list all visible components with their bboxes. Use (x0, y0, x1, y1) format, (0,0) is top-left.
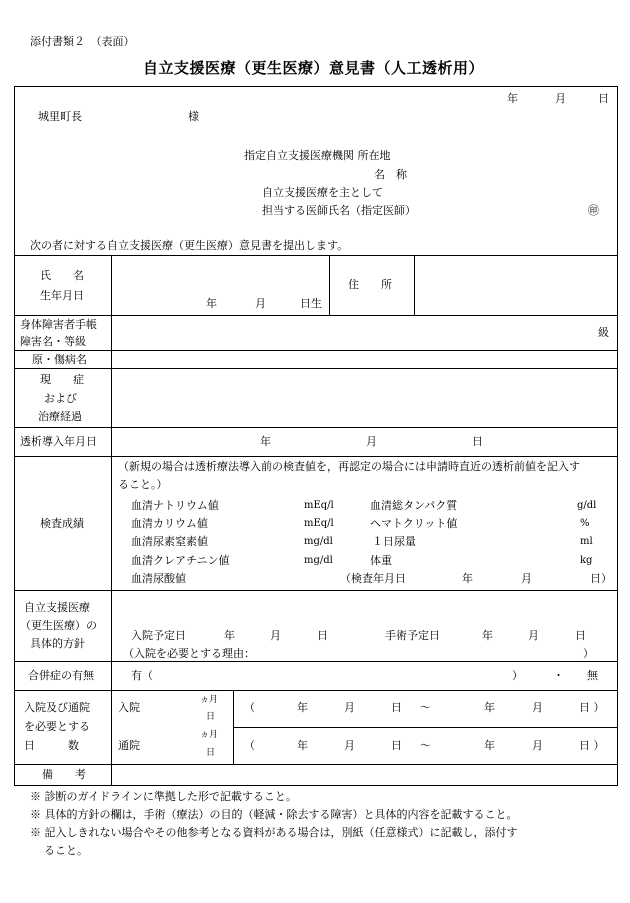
surgery-planned-label: 手術予定日 (385, 629, 440, 642)
header-day: 日 (598, 92, 609, 105)
symptom-label-line2: および (44, 392, 77, 405)
dob-suffix: 日生 (300, 297, 322, 310)
outpatient-days-unit: 日 (206, 748, 216, 758)
dob-label: 生年月日 (40, 289, 84, 302)
inpatient-tilde: ～ (420, 701, 431, 714)
exam-urine-unit: ml (580, 536, 593, 547)
doctor-label-line1: 自立支援医療を主として (262, 186, 383, 199)
honorific: 様 (188, 110, 199, 123)
surgery-day: 日 (575, 629, 586, 642)
note-1: ※ 診断のガイドラインに準拠した形で記載すること。 (30, 790, 297, 803)
header-year: 年 (507, 92, 518, 105)
page-title: 自立支援医療（更生医療）意見書（人工透析用） (143, 59, 485, 77)
exam-sodium: 血清ナトリウム値 (131, 499, 219, 512)
outpatient-from-year: 年 (297, 739, 308, 752)
inpatient-from-day: 日 (391, 701, 402, 714)
dialysis-day: 日 (472, 435, 483, 448)
complication-yes: 有（ (131, 669, 153, 682)
submission-statement: 次の者に対する自立支援医療（更生医療）意見書を提出します。 (30, 239, 349, 252)
complication-label: 合併症の有無 (28, 669, 94, 682)
dialysis-start-label: 透析導入年月日 (20, 435, 97, 448)
handbook-label-line1: 身体障害者手帳 (20, 318, 97, 331)
surgery-year: 年 (482, 629, 493, 642)
exam-weight: 体重 (370, 554, 392, 567)
admission-reason-close: ） (583, 647, 594, 660)
exam-hematocrit-unit: % (580, 518, 590, 529)
dob-year: 年 (206, 297, 217, 310)
institution-name-label: 名 称 (374, 168, 407, 181)
dialysis-month: 月 (366, 435, 377, 448)
outpatient-from-month: 月 (344, 739, 355, 752)
exam-note-line1: （新規の場合は透析療法導入前の検査値を，再認定の場合には申請時直近の透析前値を記入す (118, 460, 580, 473)
outpatient-open: （ (244, 739, 255, 752)
inpatient-from-month: 月 (344, 701, 355, 714)
exam-date-label: （検査年月日 (340, 572, 406, 585)
exam-bun-unit: mg/dl (304, 536, 333, 547)
disease-label: 原・傷病名 (32, 353, 87, 366)
document-label: 添付書類２ （表面） (30, 35, 135, 48)
exam-total-protein: 血清総タンパク質 (370, 499, 458, 512)
outpatient-label: 通院 (118, 739, 140, 752)
note-3-continued: ること。 (44, 844, 88, 857)
exam-date-month: 月 (521, 572, 532, 585)
inpatient-label: 入院 (118, 701, 140, 714)
exam-uric-acid: 血清尿酸値 (131, 572, 186, 585)
plan-label-line2: （更生医療）の (20, 619, 97, 632)
exam-hematocrit: ヘマトクリット値 (370, 517, 458, 530)
surgery-month: 月 (528, 629, 539, 642)
exam-date-year: 年 (462, 572, 473, 585)
inpatient-to-year: 年 (484, 701, 495, 714)
note-3: ※ 記入しきれない場合やその他参考となる資料がある場合は，別紙（任意様式）に記載し，添付す (30, 826, 518, 839)
complication-separator: ・ (553, 669, 564, 682)
admission-day: 日 (317, 629, 328, 642)
inpatient-days-unit: 日 (206, 712, 216, 722)
outpatient-to-month: 月 (532, 739, 543, 752)
outpatient-months-unit: ヵ月 (200, 730, 219, 740)
dialysis-year: 年 (260, 435, 271, 448)
header-month: 月 (555, 92, 566, 105)
address-label: 住 所 (348, 278, 392, 291)
inpatient-to-day: 日 ） (579, 701, 605, 714)
exam-total-protein-unit: g/dl (577, 500, 597, 511)
name-label: 氏 名 (40, 269, 84, 282)
outpatient-from-day: 日 (391, 739, 402, 752)
outpatient-to-year: 年 (484, 739, 495, 752)
exam-potassium: 血清カリウム値 (131, 517, 208, 530)
need-days-label-line2: を必要とする (24, 720, 90, 733)
seal-mark: ㊞ (588, 204, 599, 217)
exam-date-day: 日） (590, 572, 612, 585)
complication-close: ） (512, 669, 523, 682)
inpatient-from-year: 年 (297, 701, 308, 714)
admission-reason-label: （入院を必要とする理由： (123, 647, 255, 660)
inpatient-months-unit: ヵ月 (200, 695, 219, 705)
note-2: ※ 具体的方針の欄は，手術（療法）の目的（軽減・除去する障害）と具体的内容を記載すること。 (30, 808, 518, 821)
exam-potassium-unit: mEq/l (304, 518, 334, 529)
plan-label-line1: 自立支援医療 (24, 601, 90, 614)
complication-no: 無 (587, 669, 598, 682)
exam-bun: 血清尿素窒素値 (131, 535, 208, 548)
admission-planned-label: 入院予定日 (131, 629, 186, 642)
remarks-label: 備 考 (42, 768, 86, 781)
exam-creatinine-unit: mg/dl (304, 555, 333, 566)
exam-weight-unit: kg (580, 555, 593, 566)
grade-unit: 級 (598, 326, 609, 339)
dob-month: 月 (255, 297, 266, 310)
symptom-label-line3: 治療経過 (38, 410, 82, 423)
addressee: 城里町長 (38, 110, 82, 123)
doctor-label-line2: 担当する医師氏名（指定医師） (262, 204, 416, 217)
admission-month: 月 (270, 629, 281, 642)
outpatient-to-day: 日 ） (579, 739, 605, 752)
institution-address-label: 指定自立支援医療機関 所在地 (244, 149, 391, 162)
symptom-label-line1: 現 症 (40, 373, 84, 386)
inpatient-open: （ (244, 701, 255, 714)
admission-year: 年 (224, 629, 235, 642)
exam-sodium-unit: mEq/l (304, 500, 334, 511)
exam-creatinine: 血清クレアチニン値 (131, 554, 230, 567)
exam-results-label: 検査成績 (40, 517, 84, 530)
need-days-label-line1: 入院及び通院 (24, 701, 90, 714)
plan-label-line3: 具体的方針 (30, 637, 85, 650)
handbook-label-line2: 障害名・等級 (20, 335, 86, 348)
inpatient-to-month: 月 (532, 701, 543, 714)
exam-urine-volume: １日尿量 (372, 535, 416, 548)
outpatient-tilde: ～ (420, 739, 431, 752)
exam-note-line2: ること。） (118, 478, 168, 491)
need-days-label-line3: 日 数 (24, 739, 79, 752)
